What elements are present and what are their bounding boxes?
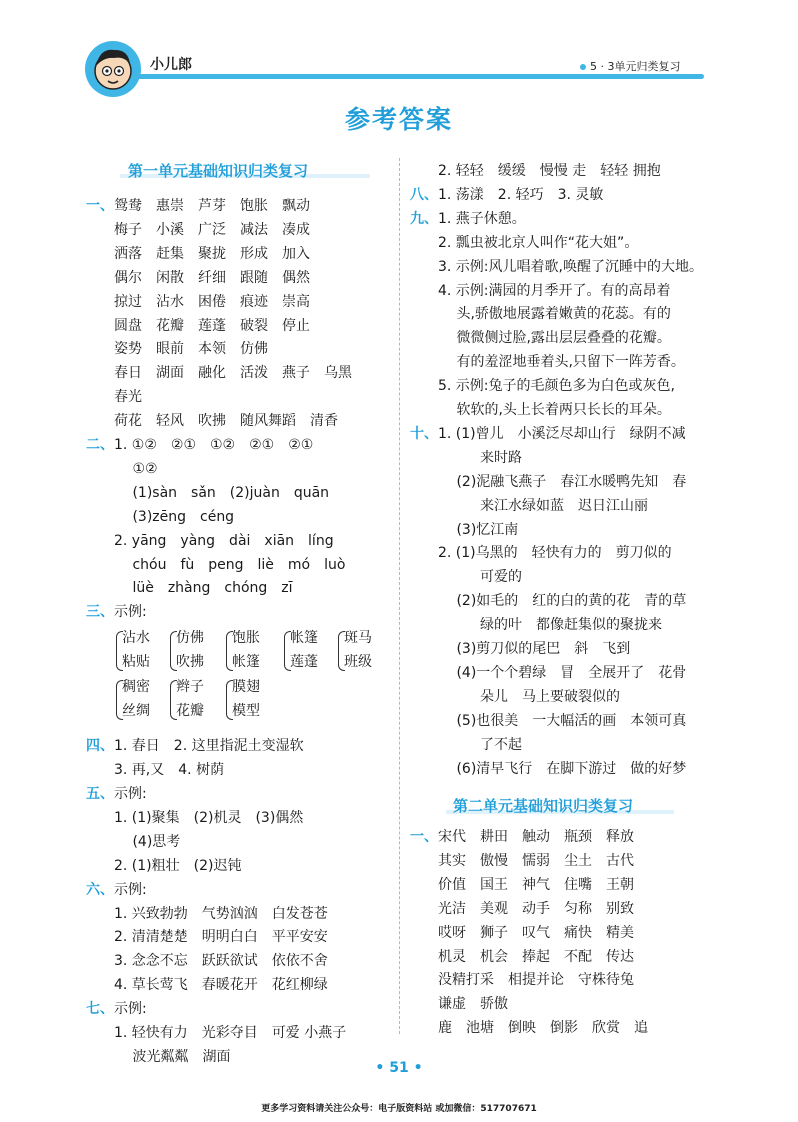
answer-line: 1. (1)曾儿 小溪泛尽却山行 绿阴不减: [438, 425, 686, 442]
answer-line: 价值 国王 神气 住嘴 王朝: [438, 876, 634, 893]
question-marker: 八、: [410, 186, 438, 203]
brace-word: 班级: [344, 654, 372, 671]
answer-line: (4)一个个碧绿 冒 全展开了 花骨: [438, 664, 687, 681]
section-title-unit1: 第一单元基础知识归类复习: [128, 162, 309, 180]
bullet-icon: [580, 64, 586, 70]
answer-line: 光洁 美观 动手 匀称 别致: [438, 900, 634, 917]
answer-line: 2. 清清楚楚 明明白白 平平安安: [114, 929, 328, 946]
answer-line: 2. (1)乌黑的 轻快有力的 剪刀似的: [438, 545, 672, 562]
brace-word: 吹拂: [176, 654, 204, 671]
answer-line: 3. 念念不忘 跃跃欲试 依依不舍: [114, 953, 328, 970]
brace-word: 花瓣: [176, 703, 204, 720]
question-marker: 二、: [86, 437, 114, 453]
answer-line: 荷花 轻风 吹拂 随风舞蹈 清香: [114, 413, 338, 430]
answer-line: 没精打采 相提并论 守株待兔: [438, 972, 634, 989]
answer-line: 圆盘 花瓣 莲蓬 破裂 停止: [114, 317, 310, 334]
page-number: • 51 •: [375, 1060, 423, 1076]
brace-word: 辫子: [176, 679, 204, 696]
answer-line: 谦虚 骄傲: [438, 996, 508, 1013]
answer-line: 了不起: [438, 736, 522, 753]
question-marker: 九、: [410, 210, 438, 227]
brand-name: 小儿郎: [150, 57, 192, 73]
answer-line: lüè zhàng chóng zī: [114, 580, 293, 597]
answer-line: 1. (1)聚集 (2)机灵 (3)偶然: [114, 809, 304, 826]
brace-word: 莲蓬: [290, 654, 318, 671]
answer-line: 1. 兴致勃勃 气势汹汹 白发苍苍: [114, 905, 328, 922]
brace-word: 饱胀: [232, 630, 260, 647]
answer-line: (3)zēng céng: [114, 508, 235, 525]
column-divider: [399, 158, 400, 1034]
answer-line: 2. 瓢虫被北京人叫作“花大姐”。: [438, 234, 639, 251]
answer-line: 偶尔 闲散 纤细 跟随 偶然: [114, 269, 310, 286]
question-marker: 六、: [86, 881, 114, 898]
answer-line: 头,骄傲地展露着嫩黄的花蕊。有的: [438, 306, 671, 323]
answer-line: 4. 草长莺飞 春暖花开 花红柳绿: [114, 977, 328, 994]
answer-line: 2. (1)粗壮 (2)迟钝: [114, 857, 242, 874]
answer-line: 机灵 机会 捧起 不配 传达: [438, 948, 634, 965]
answer-line: 梅子 小溪 广泛 减法 凑成: [114, 221, 310, 238]
answer-line: 掠过 沾水 困倦 痕迹 崇高: [114, 293, 310, 310]
question-marker: 三、: [86, 604, 114, 621]
brace-word: 斑马: [344, 630, 372, 647]
answer-line: 可爱的: [438, 569, 522, 586]
answer-line: 鸳鸯 惠崇 芦芽 饱胀 飘动: [114, 198, 310, 214]
answer-line: 示例:: [114, 604, 147, 621]
brace-word: 稠密: [122, 679, 150, 696]
question-marker: 一、: [86, 198, 114, 214]
answer-line: 朵儿 马上要破裂似的: [438, 688, 620, 705]
question-marker: 一、: [410, 829, 438, 845]
answer-line: 2. yāng yàng dài xiān líng: [114, 532, 334, 549]
page-title: 参考答案: [344, 105, 453, 134]
answer-line: 来江水绿如蓝 迟日江山丽: [438, 497, 648, 514]
answer-line: 示例:: [114, 1001, 147, 1018]
answer-line: 1. 轻快有力 光彩夺目 可爱 小燕子: [114, 1025, 347, 1041]
answer-line: 1. ①② ②① ①② ②① ②①: [114, 437, 314, 453]
answer-line: 鹿 池塘 倒映 倒影 欣赏 追: [438, 1020, 648, 1037]
answer-line: (3)忆江南: [438, 521, 519, 538]
answer-line: (2)如毛的 红的白的黄的花 青的草: [438, 593, 687, 610]
answer-line: 其实 傲慢 懦弱 尘土 古代: [438, 852, 634, 869]
answer-line: 4. 示例:满园的月季开了。有的高昂着: [438, 282, 671, 299]
answer-line: 哎呀 狮子 叹气 痛快 精美: [438, 924, 634, 941]
question-marker: 四、: [86, 738, 114, 755]
section-title-unit2: 第二单元基础知识归类复习: [453, 797, 634, 815]
unit-label: [580, 58, 681, 74]
question-marker: 十、: [410, 425, 438, 442]
answer-line: 有的羞涩地垂着头,只留下一阵芳香。: [438, 354, 685, 371]
brace-word: 帐篷: [232, 654, 260, 671]
answer-line: 示例:: [114, 881, 147, 898]
answer-line: 1. 荡漾 2. 轻巧 3. 灵敏: [438, 186, 604, 203]
answer-line: (2)泥融飞燕子 春江水暖鸭先知 春: [438, 473, 687, 490]
answer-line: 微微侧过脸,露出层层叠叠的花瓣。: [438, 330, 671, 347]
answer-line: 1. 春日 2. 这里指泥土变湿软: [114, 738, 304, 755]
question-marker: 七、: [86, 1001, 114, 1018]
answer-line: 姿势 眼前 本领 仿佛: [114, 341, 268, 358]
answer-line: (1)sàn sǎn (2)juàn quān: [114, 484, 330, 501]
answer-line: (3)剪刀似的尾巴 斜 飞到: [438, 641, 631, 657]
answer-line: 3. 示例:风儿唱着歌,唤醒了沉睡中的大地。: [438, 258, 703, 275]
brace-word: 模型: [232, 703, 260, 720]
answer-line: (5)也很美 一大幅活的画 本领可真: [438, 712, 687, 729]
brace-word: 仿佛: [176, 630, 204, 647]
answer-line: 春日 湖面 融化 活泼 燕子 乌黑: [114, 365, 352, 382]
question-marker: 五、: [86, 786, 114, 802]
answer-line: 洒落 赶集 聚拢 形成 加入: [114, 245, 310, 262]
footer-note: 更多学习资料请关注公众号：电子版资料站 或加微信：517707671: [261, 1104, 537, 1114]
brace-word: 丝绸: [122, 703, 150, 720]
answer-line: ①②: [114, 460, 158, 477]
answer-line: 3. 再,又 4. 树荫: [114, 762, 225, 779]
answer-line: 示例:: [114, 786, 147, 802]
answer-line: 2. 轻轻 缓缓 慢慢 走 轻轻 拥抱: [438, 163, 661, 179]
answer-line: 波光粼粼 湖面: [114, 1048, 231, 1065]
answer-line: 宋代 耕田 触动 瓶颈 释放: [438, 829, 634, 845]
brace-word: 粘贴: [122, 654, 150, 671]
answer-line: chóu fù peng liè mó luò: [114, 556, 346, 573]
answer-line: (4)思考: [114, 833, 181, 850]
brace-word: 帐篷: [290, 630, 318, 647]
boy-mascot-logo: [84, 40, 142, 98]
answer-line: 1. 燕子休憩。: [438, 210, 526, 227]
brace-word: 沾水: [122, 630, 150, 647]
answer-line: 软软的,头上长着两只长长的耳朵。: [438, 402, 671, 418]
answer-line: 绿的叶 都像赶集似的聚拢来: [438, 617, 662, 634]
header-bar: [96, 74, 704, 79]
answer-line: 5. 示例:兔子的毛颜色多为白色或灰色,: [438, 378, 675, 395]
answer-line: (6)清早飞行 在脚下游过 做的好梦: [438, 760, 687, 777]
answer-line: 春光: [114, 389, 142, 406]
answer-line: 来时路: [438, 449, 522, 466]
unit-text: 5 · 3单元归类复习: [590, 60, 681, 73]
brace-word: 膜翅: [232, 679, 260, 696]
